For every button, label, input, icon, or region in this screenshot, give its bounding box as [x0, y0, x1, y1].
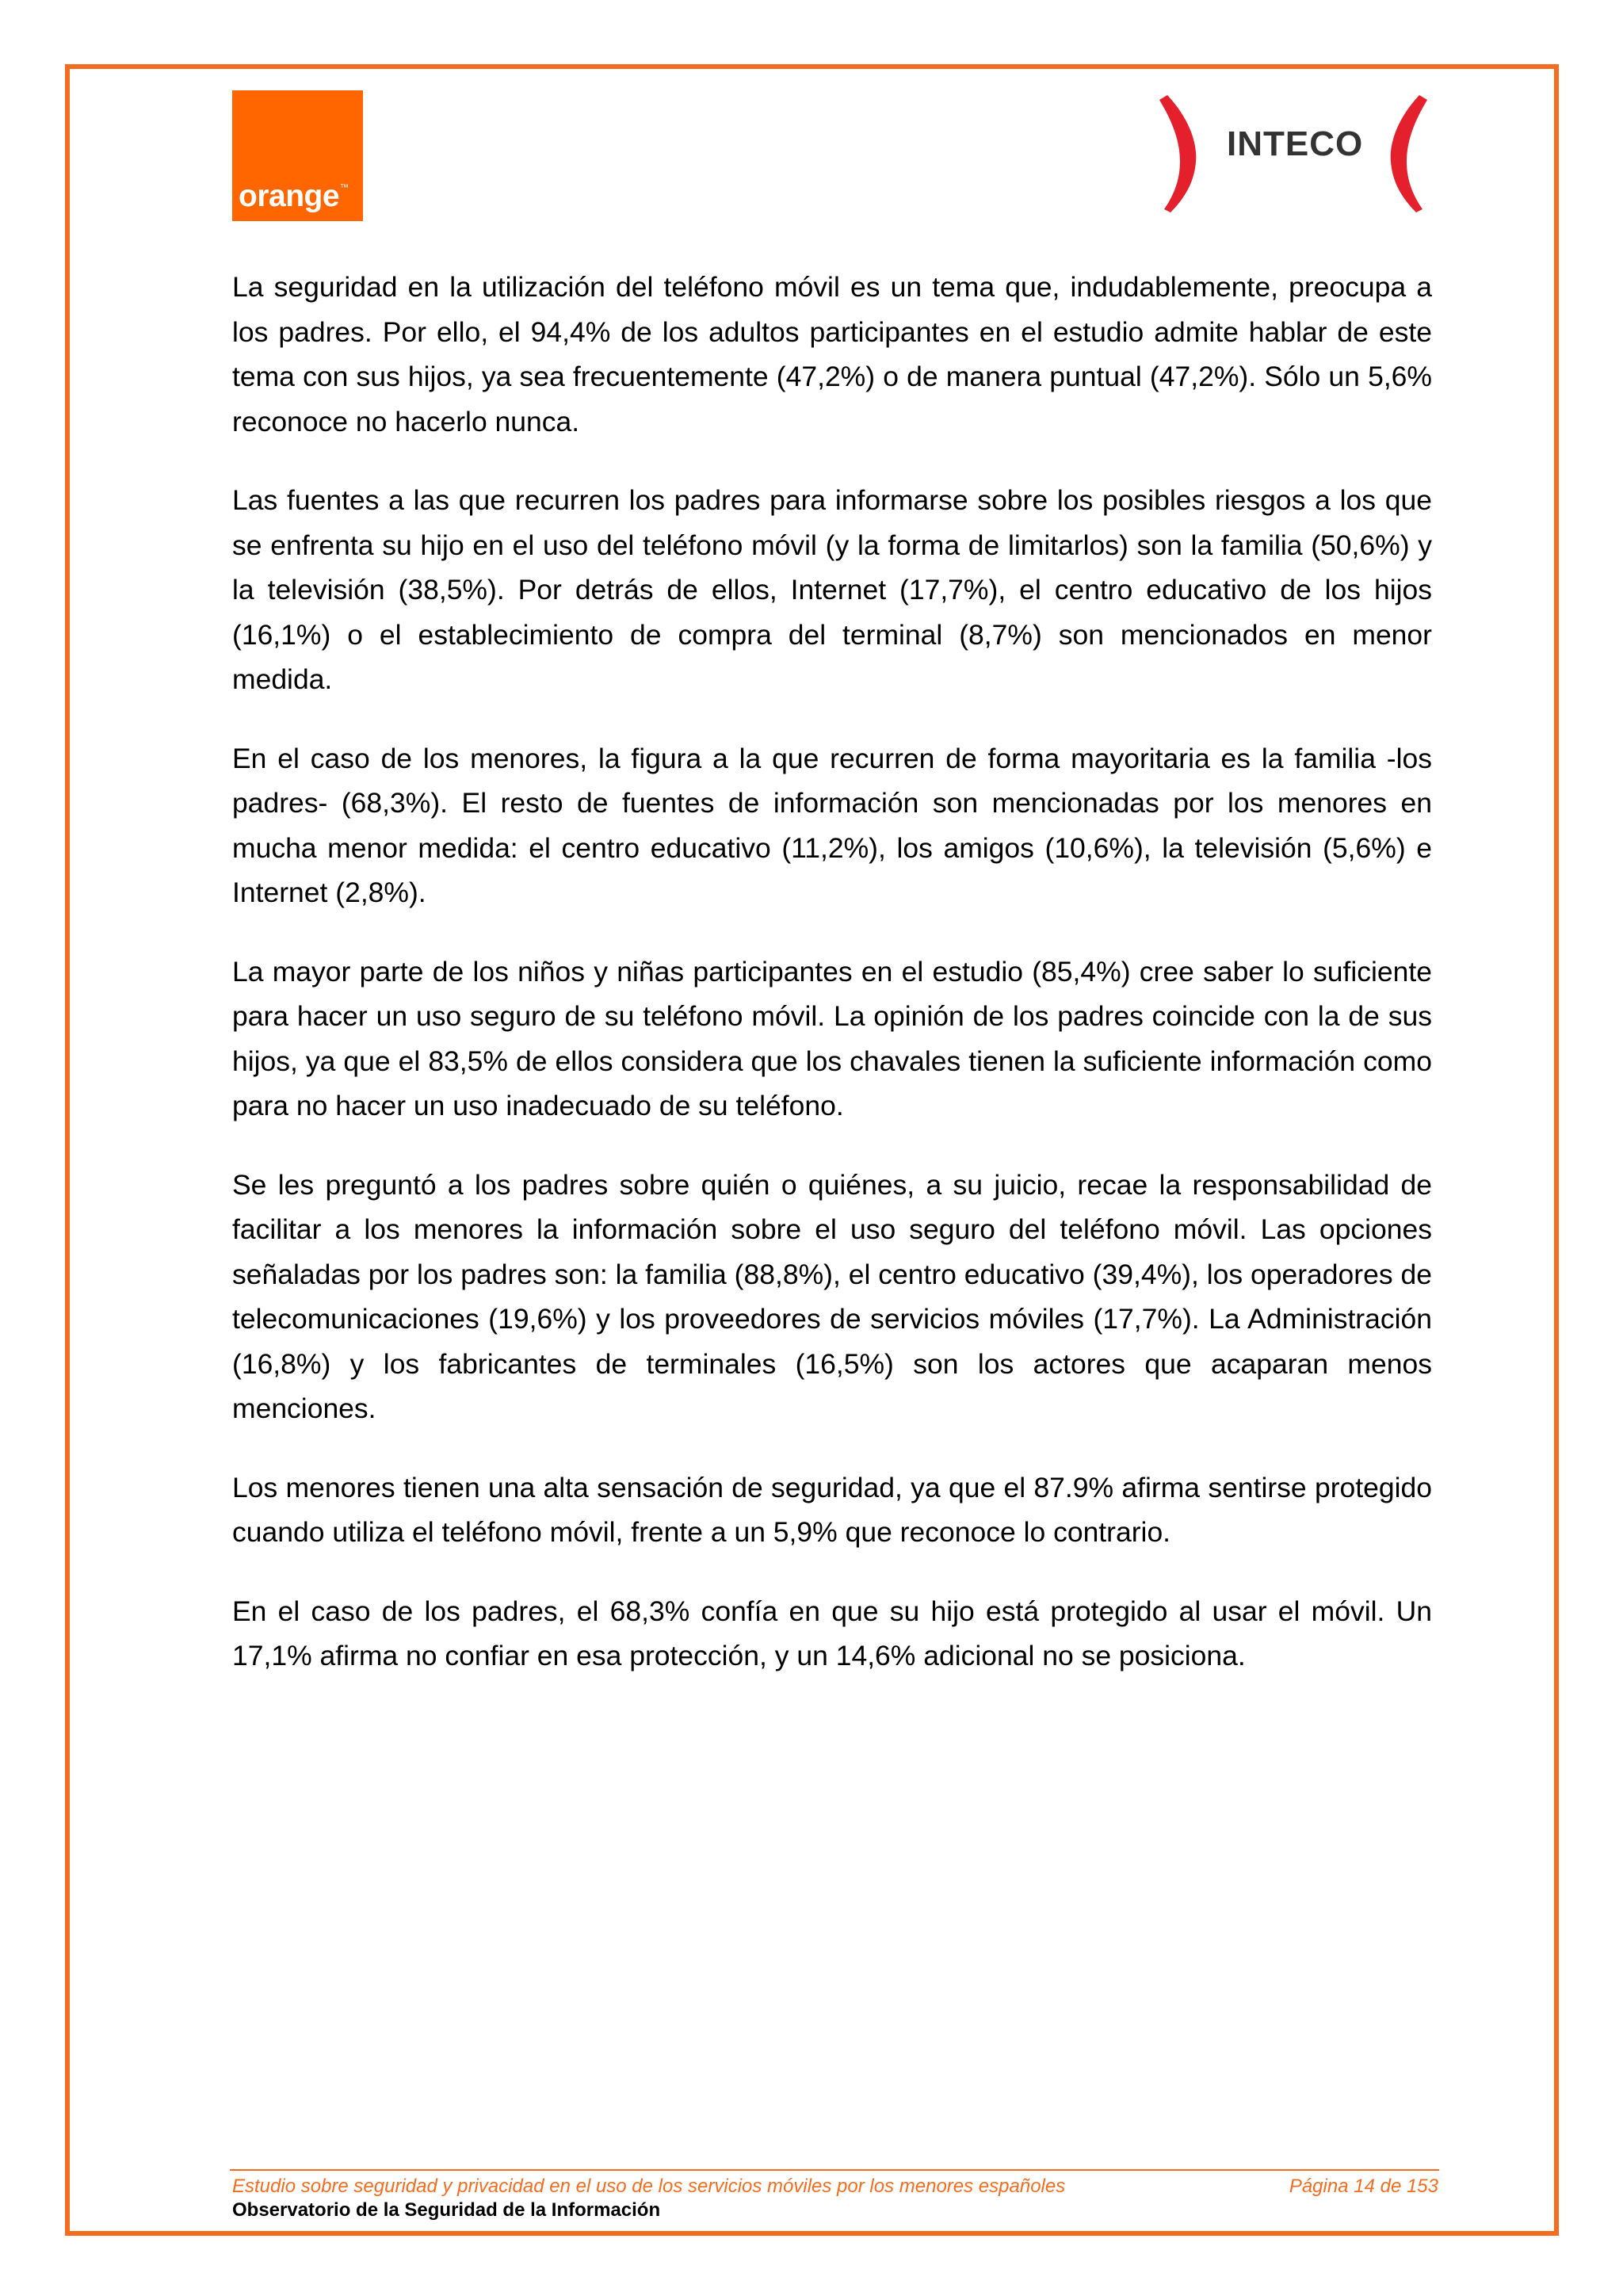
paragraph: Los menores tienen una alta sensación de seguridad, ya que el 87.9% afirma sentirse protegido cuando utiliza el teléfono móvil, frente a un 5,9% que reconoce lo contrario. — [232, 1471, 1432, 1548]
orange-logo — [232, 90, 363, 221]
document-body — [232, 265, 1432, 1713]
paragraph: En el caso de los padres, el 68,3% confía en que su hijo está protegido al usar el móvil. Un 17,1% afirma no confiar en esa protección, y un 14,6% adicional no se posiciona. — [232, 1595, 1432, 1671]
orange-logo-trademark: ™ — [340, 183, 349, 193]
orange-logo-text: orange™ — [239, 179, 349, 213]
paragraph: La seguridad en la utilización del teléfono móvil es un tema que, indudablemente, preocupa a los padres. Por ello, el 94,4% de los adultos participantes en el estudio admite hablar de este tema con sus hijos, ya sea frecuentemente (47,2%) o de manera puntual (47,2%). Sólo un 5,6% reconoce no hacerlo nunca. — [232, 271, 1432, 437]
paragraph: La mayor parte de los niños y niñas participantes en el estudio (85,4%) cree saber lo suficiente para hacer un uso seguro de su teléfono móvil. La opinión de los padres coincide con la de sus hijos, ya que el 83,5% de ellos considera que los chavales tienen la suficiente información como para no hacer un uso inadecuado de su teléfono. — [232, 955, 1432, 1121]
paragraph: Se les preguntó a los padres sobre quién o quiénes, a su juicio, recae la responsabilidad de facilitar a los menores la información sobre el uso seguro del teléfono móvil. Las opciones señaladas por los padres son: la familia (88,8%), el centro educativo (39,4%), los operadores de telecomunicaciones (19,6%) y los proveedores de servicios móviles (17,7%). La Administración (16,8%) y los fabricantes de terminales (16,5%) son los actores que acaparan menos menciones. — [232, 1168, 1432, 1424]
paragraph: En el caso de los menores, la figura a la que recurren de forma mayoritaria es la familia -los padres- (68,3%). El resto de fuentes de información son mencionadas por los menores en mucha menor medida: el centro educativo (11,2%), los amigos (10,6%), la televisión (5,6%) e Internet (2,8%). — [232, 742, 1432, 908]
footer-title: Estudio sobre seguridad y privacidad en el uso de los servicios móviles por los menores españoles — [232, 2176, 1066, 2197]
footer-divider — [230, 2169, 1439, 2171]
footer-organization: Observatorio de la Seguridad de la Información — [232, 2199, 661, 2221]
inteco-logo — [1153, 89, 1438, 216]
paragraph: Las fuentes a las que recurren los padres para informarse sobre los posibles riesgos a los que se enfrenta su hijo en el uso del teléfono móvil (y la forma de limitarlos) son la familia (50,6%) y la televisión (38,5%). Por detrás de ellos, Internet (17,7%), el centro educativo de los hijos (16,1%) o el establecimiento de compra del terminal (8,7%) son mencionados en menor medida. — [232, 484, 1432, 695]
page-number: Página 14 de 153 — [1289, 2176, 1438, 2197]
inteco-logo-text: INTECO — [1227, 124, 1364, 163]
